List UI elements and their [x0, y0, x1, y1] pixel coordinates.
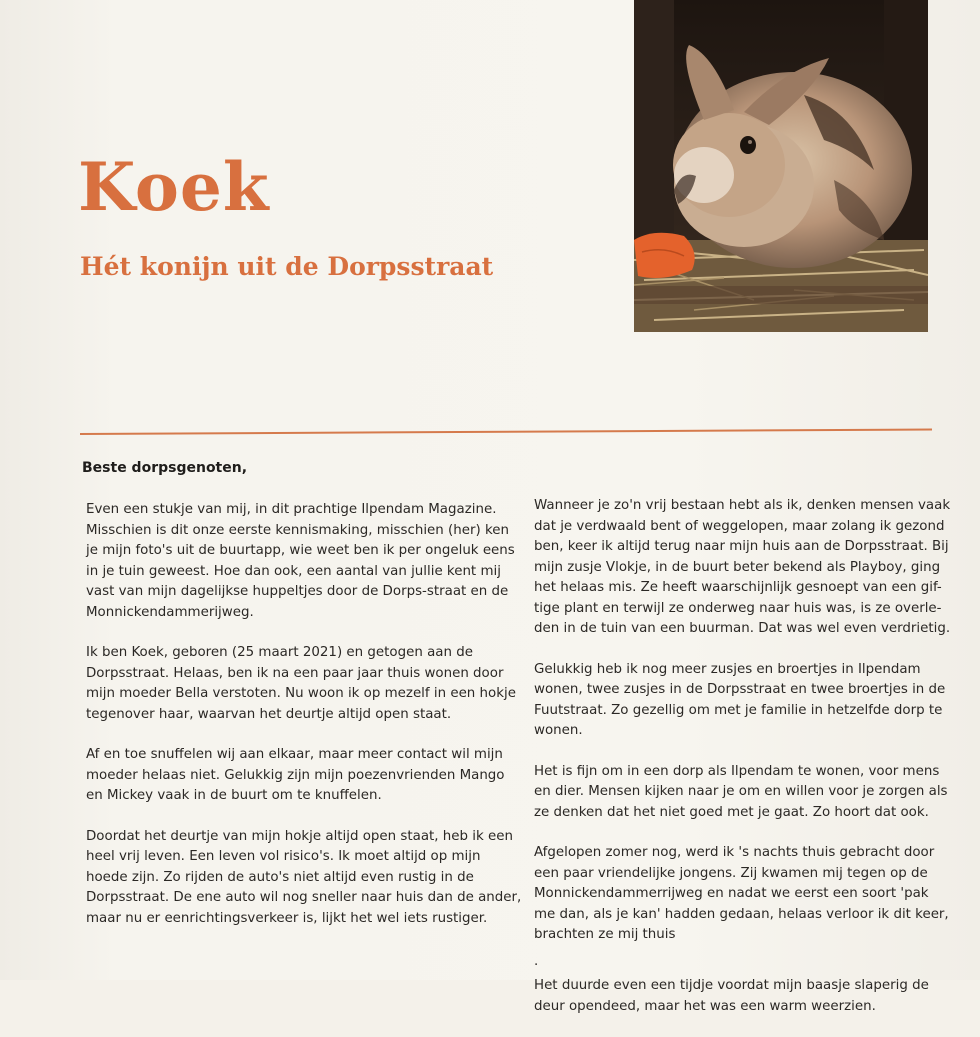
article-paragraph: Af en toe snuffelen wij aan elkaar, maar meer contact wil mijn moeder helaas niet. Gelukkig zijn mijn poezenvrienden Mango en Mickey vaak in de buurt om te knuffelen. — [86, 747, 505, 803]
rabbit-photo — [634, 0, 928, 332]
section-divider — [80, 429, 932, 435]
article-paragraph: . — [534, 953, 539, 969]
rabbit-photo-icon — [634, 0, 928, 332]
article-paragraph: Gelukkig heb ik nog meer zusjes en broertjes in Ilpendam wonen, twee zusjes in de Dorpsstraat en twee broertjes in de Fuutstraat. Zo gezellig om met je familie in hetzelfde dorp te wonen. — [534, 661, 946, 738]
article-paragraph: Het is fijn om in een dorp als Ilpendam te wonen, voor mens en dier. Mensen kijken naar je om en willen voor je zorgen als ze denken dat het niet goed met je gaat. Zo hoort dat ook. — [534, 763, 948, 820]
article-paragraph: Afgelopen zomer nog, werd ik 's nachts thuis gebracht door een paar vriendelijke jongens. Zij kwamen mij tegen op de Monnickendammerrijweg en nadat we eerst een soort 'pak me dan, als je kan' hadden gedaan, helaas verloor ik dit keer, brachten ze mij thuis — [534, 845, 949, 942]
article-paragraph: Ik ben Koek, geboren (25 maart 2021) en getogen aan de Dorpsstraat. Helaas, ben ik na een paar jaar thuis wonen door mijn moeder Bella verstoten. Nu woon ik op mezelf in een hokje tegenover haar, waarvan het deurtje altijd open staat. — [86, 645, 516, 722]
article-paragraph: Wanneer je zo'n vrij bestaan hebt als ik, denken mensen vaak dat je verdwaald bent of weggelopen, maar zolang ik gezond ben, keer ik altijd terug naar mijn huis aan de Dorpsstraat. Bij mijn zusje Vlokje, in de buurt beter bekend als Playboy, ging het helaas mis. Ze heeft waarschijnlijk gesnoept van een gif-tige plant en terwijl ze onderweg naar huis was, is ze overle-den in de tuin van een buurman. Dat was wel even verdrietig. — [534, 498, 951, 636]
article-column-left — [86, 500, 522, 949]
article-greeting: Beste dorpsgenoten, — [82, 460, 248, 476]
article-title: Koek — [78, 148, 270, 226]
article-paragraph: Even een stukje van mij, in dit prachtige Ilpendam Magazine. Misschien is dit onze eerste kennismaking, misschien (her) ken je mijn foto's uit de buurtapp, wie weet ben ik per ongeluk eens in je tuin geweest. Hoe dan ook, een aantal van jullie kent mij vast van mijn dagelijkse huppeltjes door de Dorps-straat en de Monnickendammerijweg. — [86, 502, 515, 620]
article-paragraph: Het duurde even een tijdje voordat mijn baasje slaperig de deur opendeed, maar het was een warm weerzien. — [534, 978, 929, 1014]
article-subtitle: Hét konijn uit de Dorpsstraat — [80, 252, 494, 281]
article-paragraph: Doordat het deurtje van mijn hokje altijd open staat, heb ik een heel vrij leven. Een leven vol risico's. Ik moet altijd op mijn hoede zijn. Zo rijden de auto's niet altijd even rustig in de Dorpsstraat. De ene auto wil nog sneller naar huis dan de ander, maar nu er eenrichtingsverkeer is, lijkt het wel iets rustiger. — [86, 828, 522, 926]
article-column-right — [534, 496, 954, 1037]
